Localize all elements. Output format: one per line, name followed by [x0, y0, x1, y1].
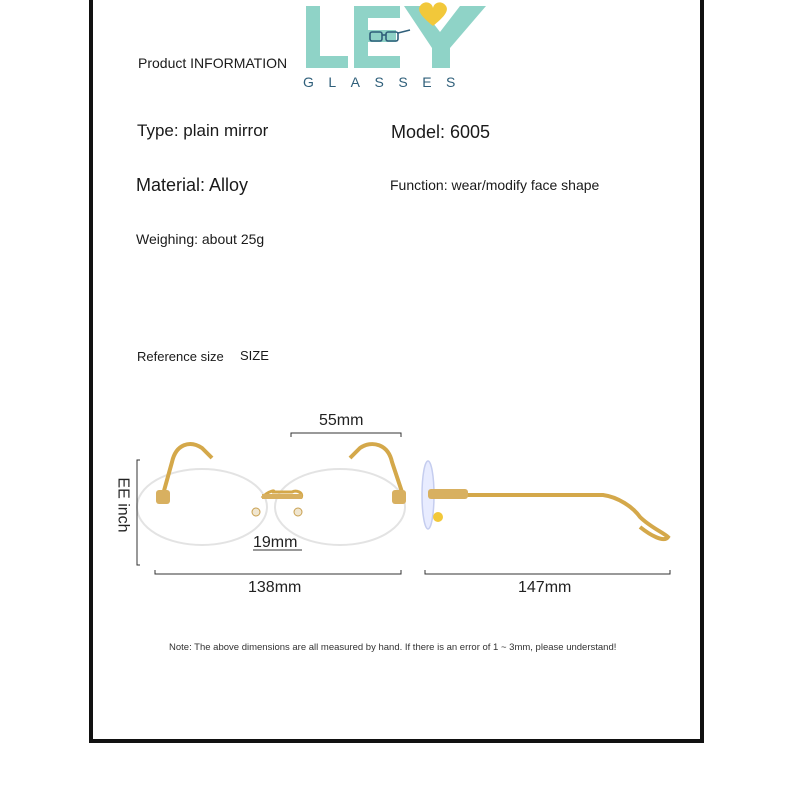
- dimension-lens-width: 55mm: [319, 412, 364, 429]
- spec-function: Function: wear/modify face shape: [390, 177, 600, 193]
- section-title: Product INFORMATION: [138, 55, 288, 71]
- spec-material: Material: Alloy: [136, 175, 249, 195]
- dimension-height-label: EE inch: [114, 477, 132, 533]
- spec-model: Model: 6005: [391, 122, 491, 142]
- reference-size-heading: SIZE: [240, 348, 269, 363]
- measurement-note: Note: The above dimensions are all measured by hand. If there is an error of 1 ~ 3mm, please understand!: [169, 642, 617, 653]
- brand-subtitle: GLASSES: [303, 74, 470, 90]
- dimension-temple-length: 147mm: [518, 579, 572, 596]
- spec-weighing: Weighing: about 25g: [136, 231, 265, 247]
- reference-size-label: Reference size: [137, 349, 224, 364]
- dimension-bridge: 19mm: [253, 534, 298, 551]
- dimension-total-width: 138mm: [248, 579, 302, 596]
- spec-type: Type: plain mirror: [137, 121, 269, 140]
